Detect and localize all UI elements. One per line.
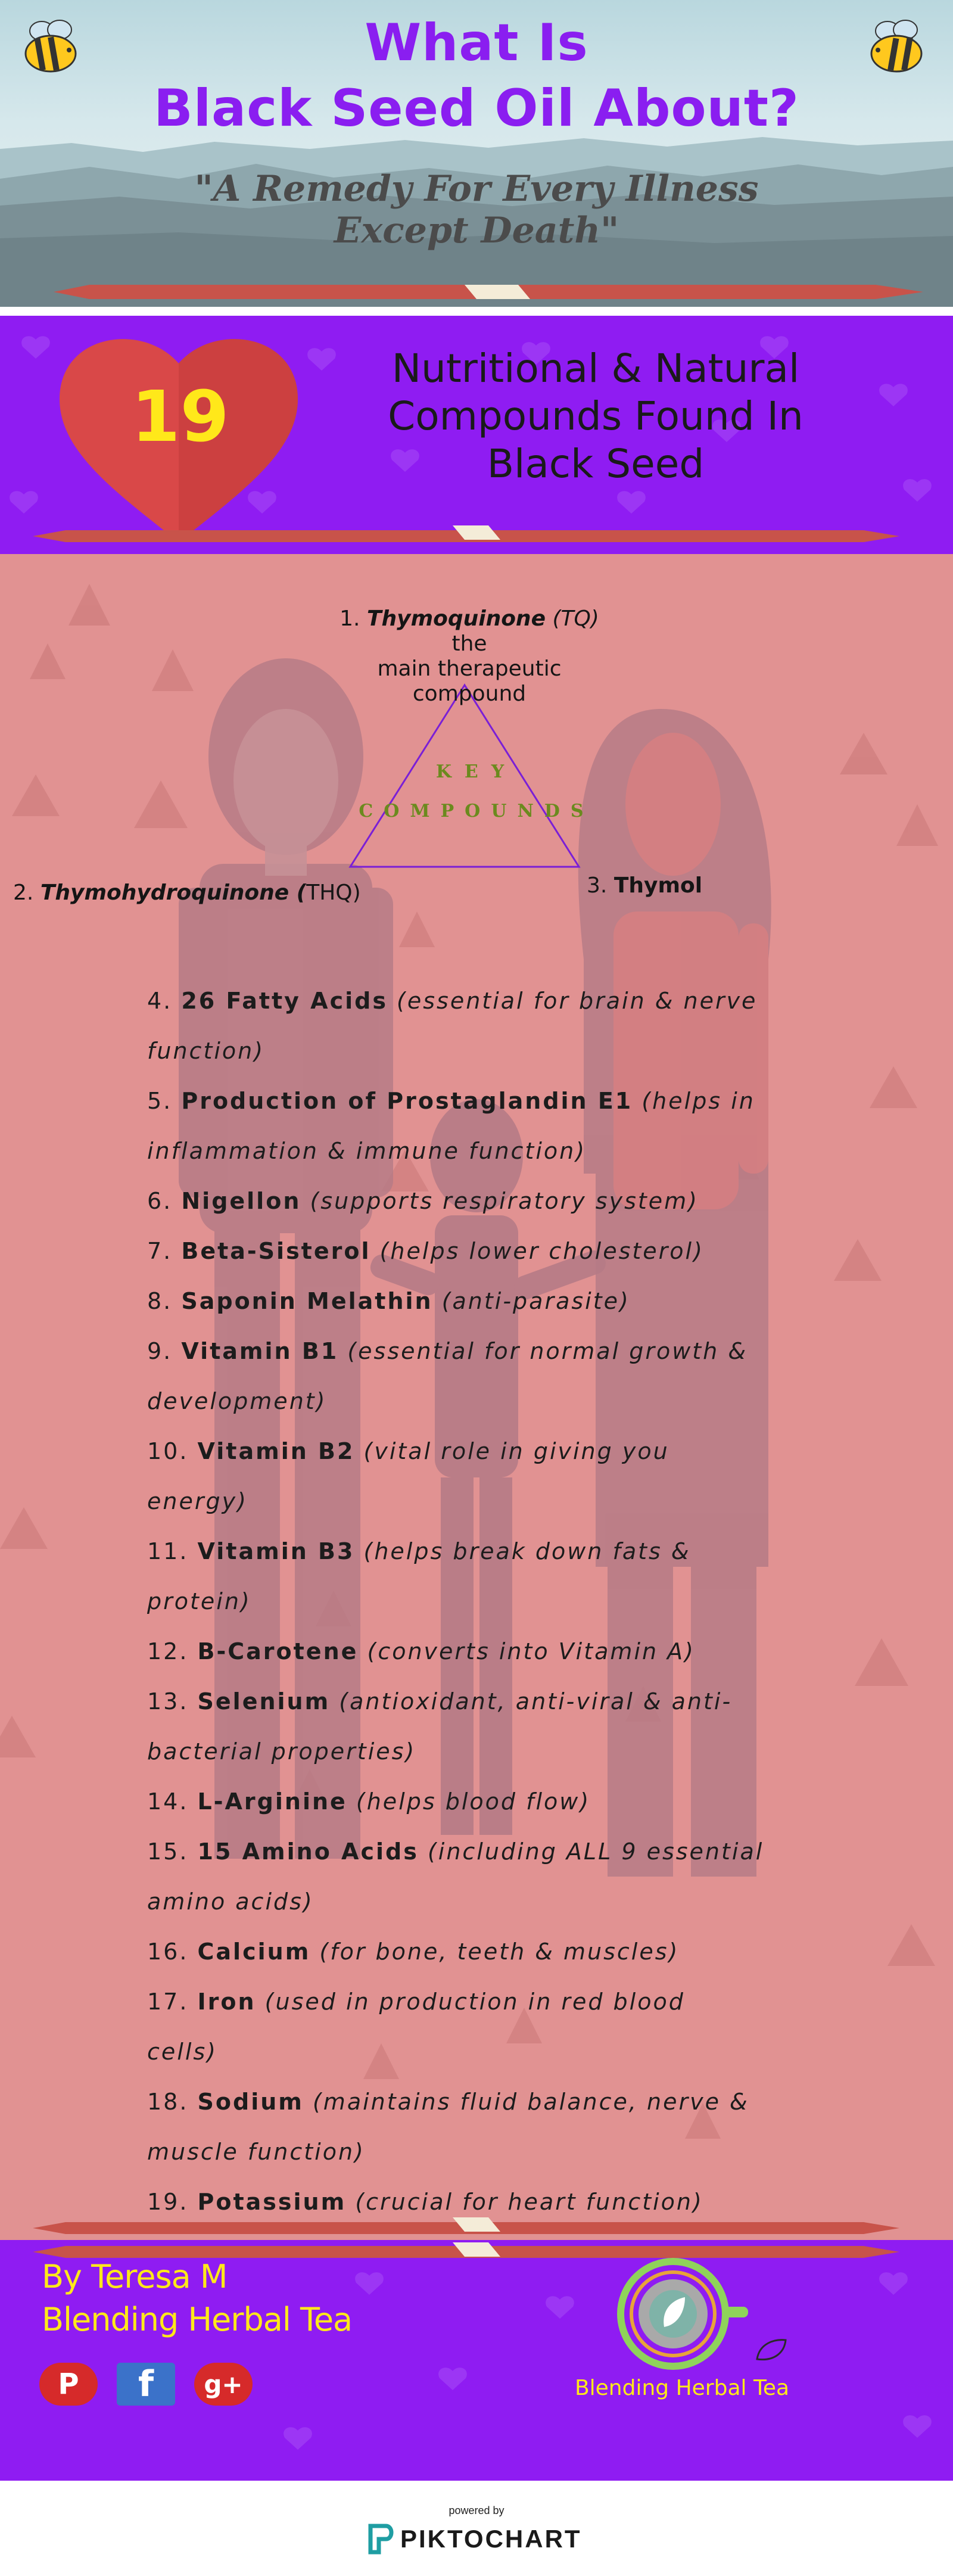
compound-description-continued: muscle function) [147, 2139, 365, 2165]
compound-description: (helps in [641, 1088, 755, 1114]
compound-description-continued: inflammation & immune function) [147, 1138, 587, 1164]
compound-item [147, 1426, 796, 1526]
compound-item [147, 976, 796, 1076]
compound-name: Selenium [197, 1688, 331, 1715]
compound-description: (antioxidant, anti-viral & anti- [339, 1688, 733, 1715]
compound-item [147, 1777, 796, 1827]
compound-number: 10. [147, 1438, 189, 1464]
piktochart-brand: PIKTOCHART [400, 2525, 582, 2553]
compound-description-continued: protein) [147, 1588, 251, 1614]
compound-description: (crucial for heart function) [355, 2189, 703, 2215]
compound-number: 7. [147, 1238, 173, 1264]
key-compound-3: 3. Thymol [587, 873, 703, 898]
compound-item [147, 2077, 796, 2177]
compound-item [147, 1276, 796, 1326]
compound-description-continued: bacterial properties) [147, 1738, 416, 1765]
compounds-heading-line-3: Black Seed [487, 441, 705, 487]
piktochart-icon [368, 2524, 394, 2555]
compound-number: 16. [147, 1939, 189, 1965]
compound-name: 15 Amino Acids [197, 1838, 419, 1865]
compound-number: 6. [147, 1188, 173, 1214]
powered-by-bar [0, 2481, 953, 2576]
compound-name: Vitamin B2 [197, 1438, 355, 1464]
logo-caption: Blending Herbal Tea [574, 2376, 790, 2400]
compound-description: (essential for normal growth & [347, 1338, 748, 1364]
powered-by-label: powered by [449, 2505, 504, 2516]
key-label: KEY [435, 761, 518, 782]
facebook-icon[interactable]: f [117, 2363, 175, 2406]
pencil-divider [54, 280, 923, 304]
blending-herbal-tea-logo[interactable] [608, 2254, 756, 2385]
header-banner [0, 0, 953, 307]
compounds-count: 19 [131, 375, 229, 458]
compound-description: (maintains fluid balance, nerve & [312, 2089, 749, 2115]
compound-description: (converts into Vitamin A) [367, 1638, 695, 1665]
compounds-heading-line-1: Nutritional & Natural [391, 346, 800, 391]
compound-number: 11. [147, 1538, 189, 1564]
google-plus-icon[interactable]: g+ [194, 2363, 253, 2406]
compound-description: (anti-parasite) [441, 1288, 630, 1314]
compounds-heading-line-2: Compounds Found In [388, 393, 803, 439]
page-title-line-2: Black Seed Oil About? [154, 79, 799, 138]
compound-number: 4. [147, 988, 173, 1014]
compound-number: 14. [147, 1788, 189, 1815]
author-line-1: By Teresa M [42, 2258, 228, 2295]
compound-name: 26 Fatty Acids [181, 988, 388, 1014]
compound-description: (helps break down fats & [363, 1538, 691, 1564]
compound-item [147, 1076, 796, 1176]
compound-description: (helps lower cholesterol) [379, 1238, 704, 1264]
piktochart-logo[interactable] [363, 2521, 602, 2557]
pinterest-icon[interactable]: P [39, 2363, 98, 2406]
compound-item [147, 1176, 796, 1226]
compound-description: (including ALL 9 essential [427, 1838, 764, 1865]
compound-description: (supports respiratory system) [310, 1188, 699, 1214]
compound-item [147, 1226, 796, 1276]
compound-item [147, 2177, 796, 2227]
compound-name: Vitamin B1 [181, 1338, 339, 1364]
compound-name: Sodium [197, 2089, 304, 2115]
compound-name: Potassium [197, 2189, 347, 2215]
compound-description-continued: cells) [147, 2039, 218, 2065]
compound-description: (used in production in red blood [264, 1989, 685, 2015]
compound-description-continued: amino acids) [147, 1889, 314, 1915]
compound-description-continued: function) [147, 1038, 265, 1064]
compound-item [147, 1626, 796, 1676]
compound-description: (helps blood flow) [356, 1788, 591, 1815]
compound-number: 8. [147, 1288, 173, 1314]
compounds-label: COMPOUNDS [359, 801, 594, 822]
compound-list [147, 976, 796, 2227]
compound-description-continued: development) [147, 1388, 327, 1414]
key-compound-2: 2. Thymohydroquinone (THQ) [13, 881, 361, 905]
compound-name: Calcium [197, 1939, 311, 1965]
compound-number: 19. [147, 2189, 189, 2215]
compound-item [147, 1526, 796, 1626]
compound-number: 17. [147, 1989, 189, 2015]
compound-name: Nigellon [181, 1188, 301, 1214]
compound-item [147, 1827, 796, 1927]
compound-description-continued: energy) [147, 1488, 248, 1514]
compound-description: (vital role in giving you [363, 1438, 669, 1464]
author-line-2: Blending Herbal Tea [42, 2301, 353, 2338]
compound-item [147, 1676, 796, 1777]
compound-number: 18. [147, 2089, 189, 2115]
compound-number: 5. [147, 1088, 173, 1114]
compound-name: B-Carotene [197, 1638, 359, 1665]
compound-name: L-Arginine [197, 1788, 347, 1815]
compound-number: 12. [147, 1638, 189, 1665]
compound-item [147, 1927, 796, 1977]
compound-description: (for bone, teeth & muscles) [319, 1939, 680, 1965]
compound-description: (essential for brain & nerve [397, 988, 758, 1014]
subtitle-line-2: Except Death" [334, 210, 619, 251]
compound-name: Vitamin B3 [197, 1538, 355, 1564]
key-compound-1: 1. Thymoquinone (TQ) the main therapeutic compound [340, 606, 599, 706]
compound-name: Production of Prostaglandin E1 [181, 1088, 633, 1114]
leaf-icon [753, 2335, 789, 2365]
compound-number: 9. [147, 1338, 173, 1364]
subtitle-line-1: "A Remedy For Every Illness [194, 168, 759, 210]
compound-name: Saponin Melathin [181, 1288, 433, 1314]
compound-number: 13. [147, 1688, 189, 1715]
compound-name: Iron [197, 1989, 256, 2015]
compound-item [147, 1326, 796, 1426]
compound-name: Beta-Sisterol [181, 1238, 371, 1264]
compound-item [147, 1977, 796, 2077]
compound-number: 15. [147, 1838, 189, 1865]
page-title-line-1: What Is [365, 13, 588, 73]
